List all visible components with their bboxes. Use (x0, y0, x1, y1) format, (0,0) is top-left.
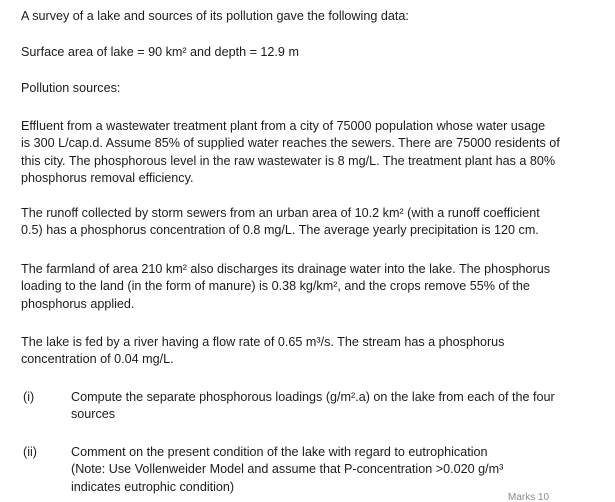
paragraph-line: loading to the land (in the form of manure) is 0.38 kg/km², and the crops remove 55% of the (21, 279, 530, 294)
paragraph-line: phosphorus removal efficiency. (21, 171, 194, 186)
paragraph-line: phosphorus applied. (21, 296, 135, 311)
paragraph-line: this city. The phosphorous level in the raw wastewater is 8 mg/L. The treatment plant has a 80% (21, 153, 556, 168)
lake-dimensions: Surface area of lake = 90 km² and depth = 12.9 m (21, 45, 299, 59)
marks-label-cutoff: Marks 10 (508, 492, 550, 502)
question-line: Comment on the present condition of the lake with regard to eutrophication (71, 445, 488, 459)
source-farmland-paragraph (21, 261, 609, 313)
question-text (71, 444, 606, 496)
question-label: (i) (23, 390, 35, 404)
paragraph-line: concentration of 0.04 mg/L. (21, 352, 174, 367)
source-river-paragraph (21, 334, 609, 369)
question-line: Compute the separate phosphorous loadings (g/m².a) on the lake from each of the four (71, 390, 555, 404)
sources-heading: Pollution sources: (21, 81, 121, 95)
question-line: indicates eutrophic condition) (71, 479, 235, 494)
intro-text: A survey of a lake and sources of its pollution gave the following data: (21, 9, 409, 23)
question-label: (ii) (23, 445, 37, 459)
source-wastewater-paragraph (21, 118, 609, 188)
paragraph-line: The runoff collected by storm sewers from an urban area of 10.2 km² (with a runoff coefficient (21, 206, 540, 220)
paragraph-line: 0.5) has a phosphorus concentration of 0.8 mg/L. The average yearly precipitation is 120 cm. (21, 223, 539, 238)
paragraph-line: is 300 L/cap.d. Assume 85% of supplied water reaches the sewers. There are 75000 residents of (21, 136, 560, 151)
question-line: (Note: Use Vollenweider Model and assume that P-concentration >0.020 g/m³ (71, 462, 504, 477)
question-text (71, 389, 606, 424)
paragraph-line: The farmland of area 210 km² also discharges its drainage water into the lake. The phosphorus (21, 262, 550, 276)
source-urban-runoff-paragraph (21, 205, 609, 240)
paragraph-line: The lake is fed by a river having a flow rate of 0.65 m³/s. The stream has a phosphorus (21, 335, 505, 349)
question-line: sources (71, 407, 116, 422)
paragraph-line: Effluent from a wastewater treatment plant from a city of 75000 population whose water usage (21, 119, 546, 133)
